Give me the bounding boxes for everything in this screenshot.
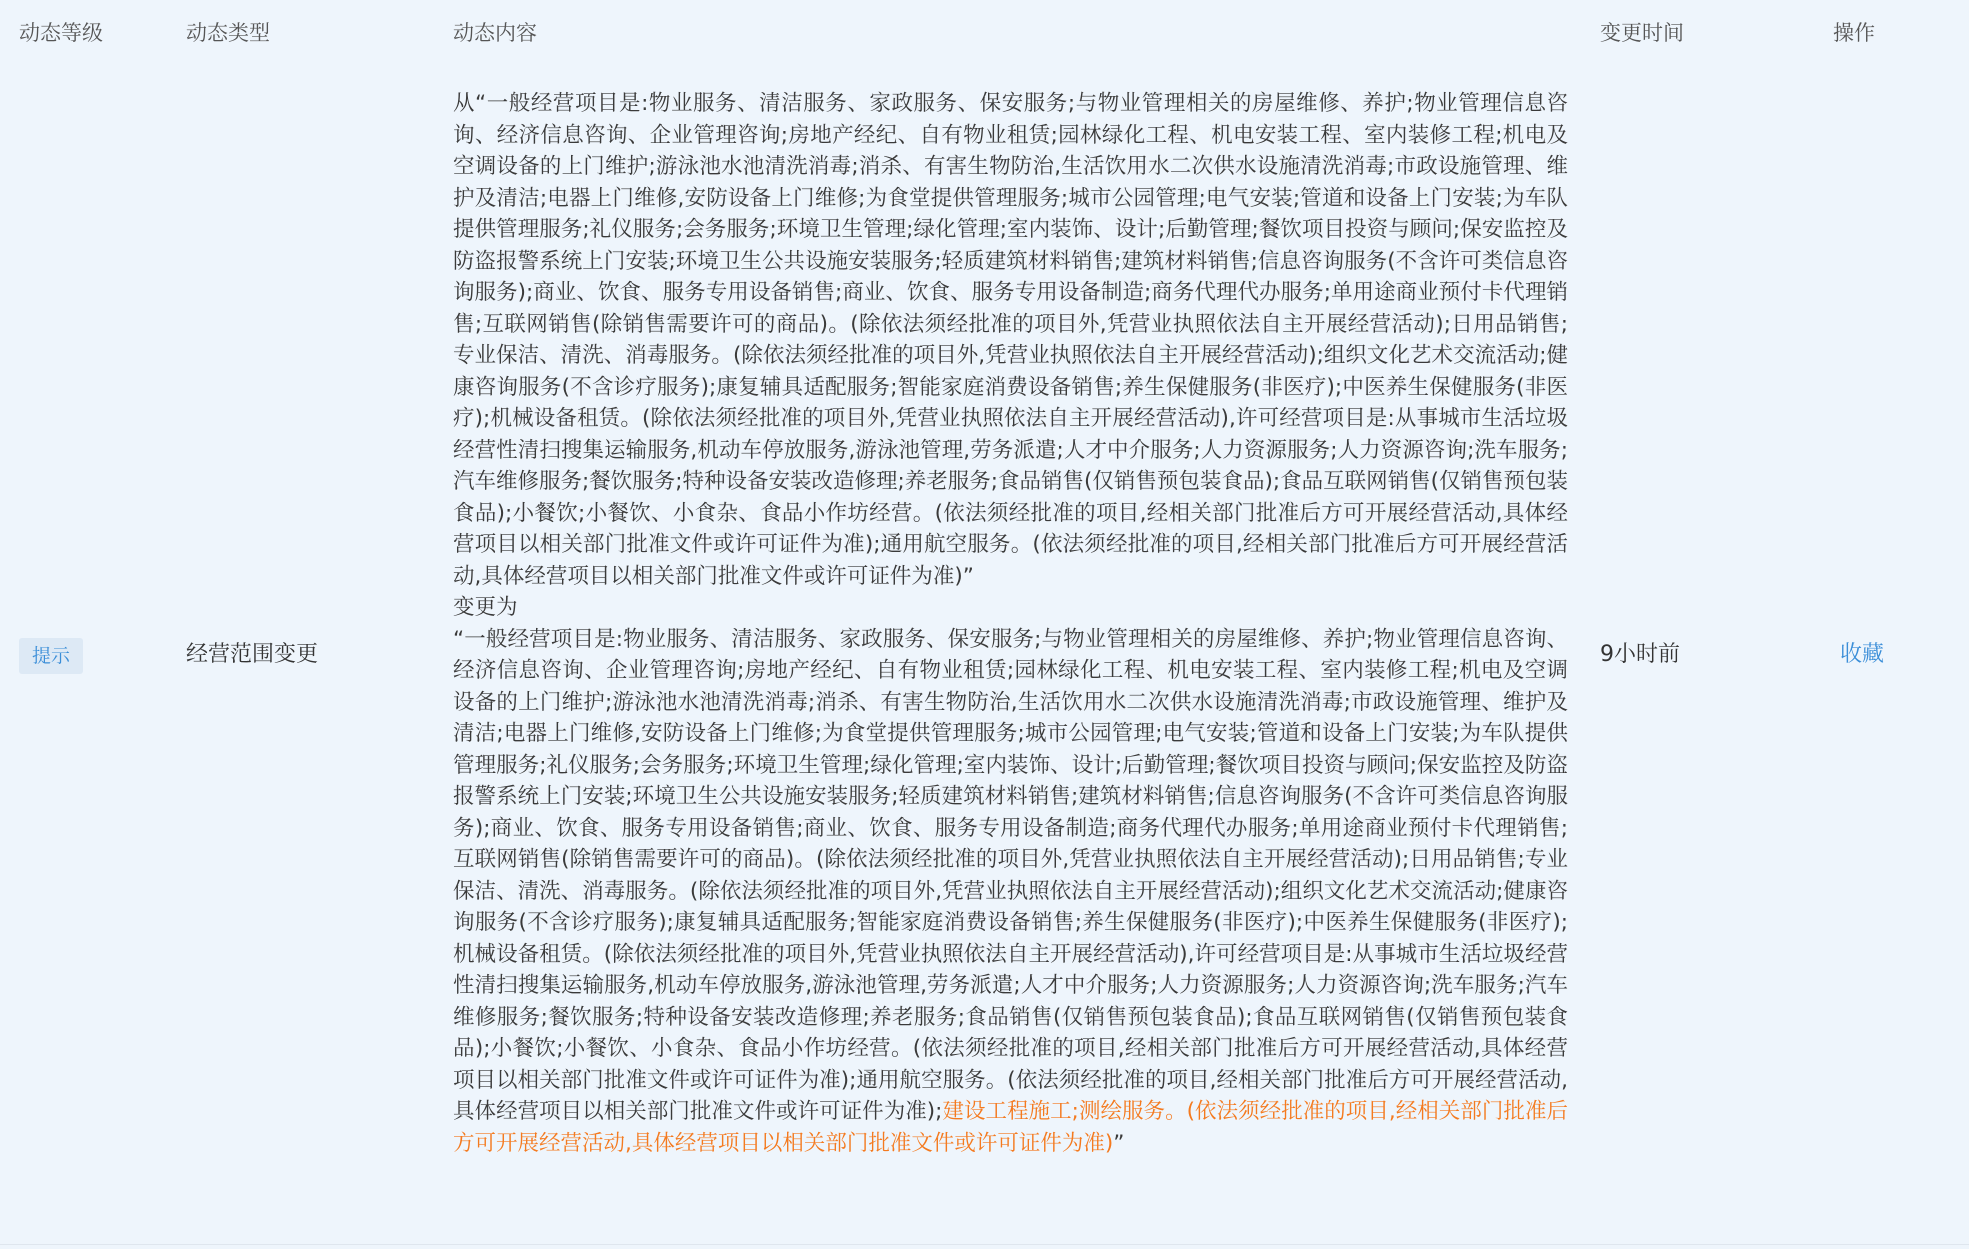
change-type: 经营范围变更 (186, 642, 319, 667)
level-badge: 提示 (19, 638, 83, 674)
change-time: 9小时前 (1600, 642, 1680, 667)
change-content (453, 66, 1568, 1159)
header-operation: 操作 (1833, 21, 1875, 45)
favorite-button[interactable]: 收藏 (1840, 642, 1885, 667)
header-type: 动态类型 (186, 21, 270, 45)
header-time: 变更时间 (1600, 21, 1684, 45)
table-header (0, 0, 1969, 66)
level-cell (19, 638, 83, 674)
new-scope-close-quote: ” (1113, 1130, 1125, 1156)
row-divider (0, 1244, 1969, 1245)
original-scope-text: 从“一般经营项目是:物业服务、清洁服务、家政服务、保安服务;与物业管理相关的房屋维修、养护;物业管理信息咨询、经济信息咨询、企业管理咨询;房地产经纪、自有物业租赁;园林绿化工程、机电安装工程、室内装修工程;机电及空调设备的上门维护;游泳池水池清洗消毒;消杀、有害生物防治,生活饮用水二次供水设施清洗消毒;市政设施管理、维护及清洁;电器上门维修,安防设备上门维修;为食堂提供管理服务;城市公园管理;电气安装;管道和设备上门安装;为车队提供管理服务;礼仪服务;会务服务;环境卫生管理;绿化管理;室内装饰、设计;后勤管理;餐饮项目投资与顾问;保安监控及防盗报警系统上门安装;环境卫生公共设施安装服务;轻质建筑材料销售;建筑材料销售;信息咨询服务(不含许可类信息咨询服务);商业、饮食、服务专用设备销售;商业、饮食、服务专用设备制造;商务代理代办服务;单用途商业预付卡代理销售;互联网销售(除销售需要许可的商品)。(除依法须经批准的项目外,凭营业执照依法自主开展经营活动);日用品销售;专业保洁、清洗、消毒服务。(除依法须经批准的项目外,凭营业执照依法自主开展经营活动);组织文化艺术交流活动;健康咨询服务(不含诊疗服务);康复辅具适配服务;智能家庭消费设备销售;养生保健服务(非医疗);中医养生保健服务(非医疗);机械设备租赁。(除依法须经批准的项目外,凭营业执照依法自主开展经营活动),许可经营项目是:从事城市生活垃圾经营性清扫搜集运输服务,机动车停放服务,游泳池管理,劳务派遣;人才中介服务;人力资源服务;人力资源咨询;洗车服务;汽车维修服务;餐饮服务;特种设备安装改造修理;养老服务;食品销售(仅销售预包装食品);食品互联网销售(仅销售预包装食品);小餐饮;小餐饮、小食杂、食品小作坊经营。(依法须经批准的项目,经相关部门批准后方可开展经营活动,具体经营项目以相关部门批准文件或许可证件为准);通用航空服务。(依法须经批准的项目,经相关部门批准后方可开展经营活动,具体经营项目以相关部门批准文件或许可证件为准)” (453, 91, 1568, 589)
changed-to-label: 变更为 (453, 595, 518, 620)
new-scope-added-highlight: 建设工程施工;测绘服务。(依法须经批准的项目,经相关部门批准后方可开展经营活动,具体经营项目以相关部门批准文件或许可证件为准) (453, 1099, 1568, 1156)
new-scope-text (453, 624, 1568, 1160)
header-content: 动态内容 (453, 21, 537, 45)
table-row (0, 66, 1969, 1159)
new-scope-base: “一般经营项目是:物业服务、清洁服务、家政服务、保安服务;与物业管理相关的房屋维修、养护;物业管理信息咨询、经济信息咨询、企业管理咨询;房地产经纪、自有物业租赁;园林绿化工程、机电安装工程、室内装修工程;机电及空调设备的上门维护;游泳池水池清洗消毒;消杀、有害生物防治,生活饮用水二次供水设施清洗消毒;市政设施管理、维护及清洁;电器上门维修,安防设备上门维修;为食堂提供管理服务;城市公园管理;电气安装;管道和设备上门安装;为车队提供管理服务;礼仪服务;会务服务;环境卫生管理;绿化管理;室内装饰、设计;后勤管理;餐饮项目投资与顾问;保安监控及防盗报警系统上门安装;环境卫生公共设施安装服务;轻质建筑材料销售;建筑材料销售;信息咨询服务(不含许可类信息咨询服务);商业、饮食、服务专用设备销售;商业、饮食、服务专用设备制造;商务代理代办服务;单用途商业预付卡代理销售;互联网销售(除销售需要许可的商品)。(除依法须经批准的项目外,凭营业执照依法自主开展经营活动);日用品销售;专业保洁、清洗、消毒服务。(除依法须经批准的项目外,凭营业执照依法自主开展经营活动);组织文化艺术交流活动;健康咨询服务(不含诊疗服务);康复辅具适配服务;智能家庭消费设备销售;养生保健服务(非医疗);中医养生保健服务(非医疗);机械设备租赁。(除依法须经批准的项目外,凭营业执照依法自主开展经营活动),许可经营项目是:从事城市生活垃圾经营性清扫搜集运输服务,机动车停放服务,游泳池管理,劳务派遣;人才中介服务;人力资源服务;人力资源咨询;洗车服务;汽车维修服务;餐饮服务;特种设备安装改造修理;养老服务;食品销售(仅销售预包装食品);食品互联网销售(仅销售预包装食品);小餐饮;小餐饮、小食杂、食品小作坊经营。(依法须经批准的项目,经相关部门批准后方可开展经营活动,具体经营项目以相关部门批准文件或许可证件为准);通用航空服务。(依法须经批准的项目,经相关部门批准后方可开展经营活动,具体经营项目以相关部门批准文件或许可证件为准); (453, 626, 1568, 1124)
header-level: 动态等级 (19, 21, 103, 45)
